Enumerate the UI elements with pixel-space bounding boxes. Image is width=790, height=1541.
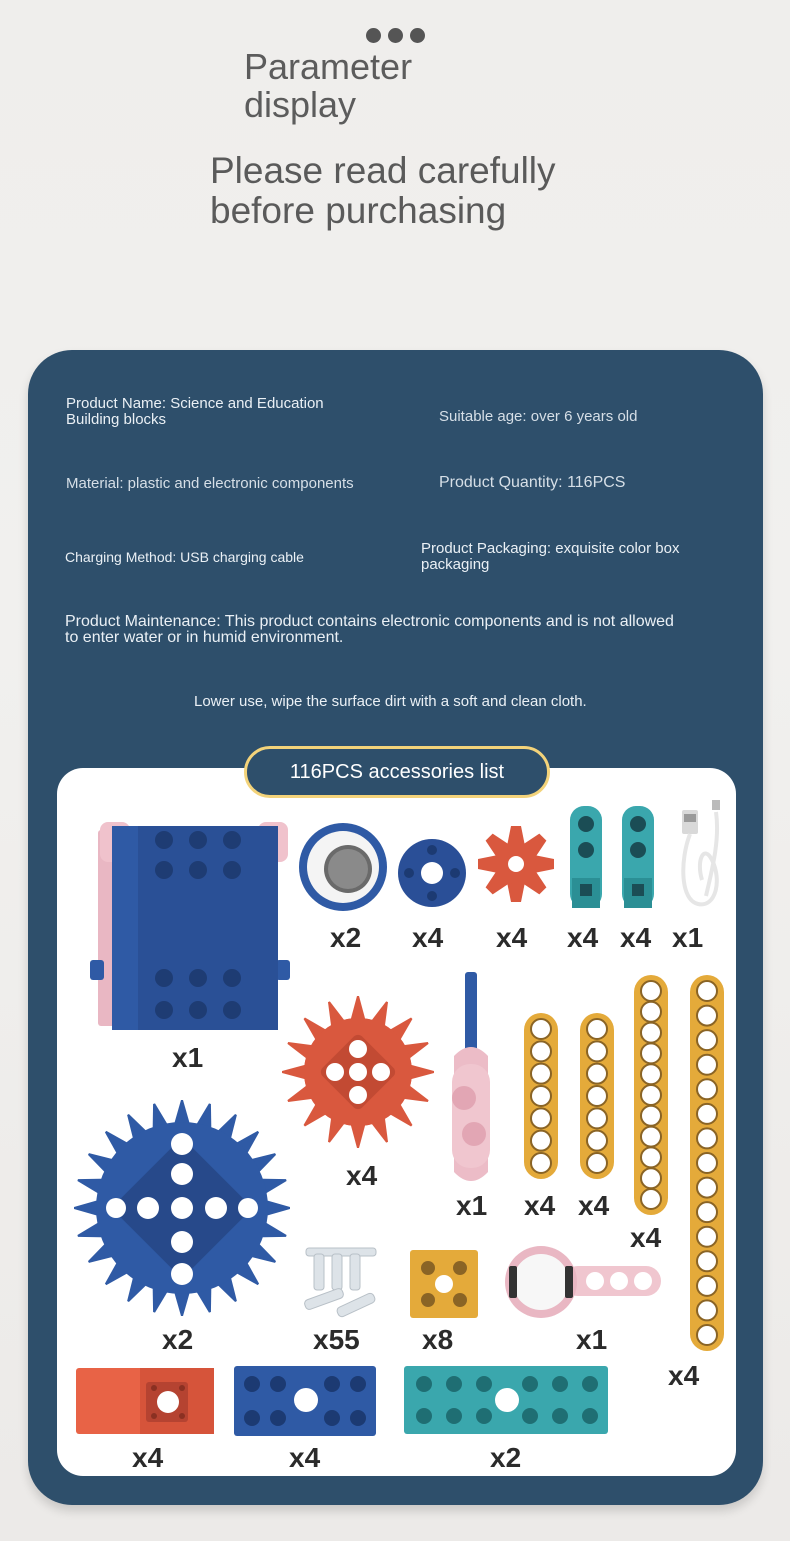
beam-9-qty: x4 <box>630 1222 662 1253</box>
usb-cable-image <box>676 800 726 912</box>
motor-image <box>503 1244 663 1320</box>
pins-qty: x55 <box>313 1324 360 1355</box>
spec-packaging: Product Packaging: exquisite color box packaging <box>421 540 680 573</box>
round-connector-image <box>397 838 467 908</box>
spec-cleaning: Lower use, wipe the surface dirt with a soft and clean cloth. <box>194 693 587 710</box>
beam-5-image <box>523 1012 559 1180</box>
medium-gear-image <box>280 994 436 1150</box>
wheel-qty: x2 <box>330 922 362 953</box>
medium-gear-qty: x4 <box>346 1160 378 1191</box>
red-brick-image <box>76 1368 216 1436</box>
teal-beam-b-image <box>620 804 656 910</box>
beam-5b-image <box>579 1012 615 1180</box>
small-gear-image <box>474 822 558 906</box>
screwdriver-image <box>440 972 502 1188</box>
large-gear-image <box>72 1098 292 1318</box>
round-connector-qty: x4 <box>412 922 444 953</box>
spec-charging: Charging Method: USB charging cable <box>65 549 304 565</box>
spec-maintenance: Product Maintenance: This product contains electronic components and is not allowed to enter water or in humid environment. <box>65 613 674 646</box>
square-plate-qty: x8 <box>422 1324 454 1355</box>
small-gear-qty: x4 <box>496 922 528 953</box>
teal-beam-b-qty: x4 <box>620 922 652 953</box>
pins-image <box>300 1248 380 1320</box>
large-gear-qty: x2 <box>162 1324 194 1355</box>
battery-box-qty: x1 <box>172 1042 204 1073</box>
teal-beam-a-qty: x4 <box>567 922 599 953</box>
beam-13-qty: x4 <box>668 1360 700 1391</box>
usb-cable-qty: x1 <box>672 922 704 953</box>
spec-product-name: Product Name: Science and Education Building blocks <box>66 395 324 428</box>
beam-13-image <box>689 974 725 1352</box>
spec-quantity: Product Quantity: 116PCS <box>439 474 626 491</box>
page-title: Parameter display <box>244 46 413 125</box>
beam-5-qty: x4 <box>524 1190 556 1221</box>
motor-qty: x1 <box>576 1324 608 1355</box>
spec-material: Material: plastic and electronic components <box>66 475 354 492</box>
red-brick-qty: x4 <box>132 1442 164 1473</box>
teal-beam-a-image <box>568 804 604 910</box>
battery-box-image <box>90 820 290 1032</box>
screwdriver-qty: x1 <box>456 1190 488 1221</box>
square-plate-image <box>410 1250 480 1320</box>
blue-plate-image <box>234 1366 378 1438</box>
teal-plate-qty: x2 <box>490 1442 522 1473</box>
blue-plate-qty: x4 <box>289 1442 321 1473</box>
spec-suitable-age: Suitable age: over 6 years old <box>439 408 638 425</box>
page-subtitle: Please read carefully before purchasing <box>210 150 556 231</box>
dots-indicator <box>366 28 425 43</box>
wheel-image <box>298 822 388 912</box>
accessories-title: 116PCS accessories list <box>244 746 550 798</box>
teal-plate-image <box>404 1366 610 1436</box>
beam-5b-qty: x4 <box>578 1190 610 1221</box>
beam-9-image <box>633 974 669 1216</box>
